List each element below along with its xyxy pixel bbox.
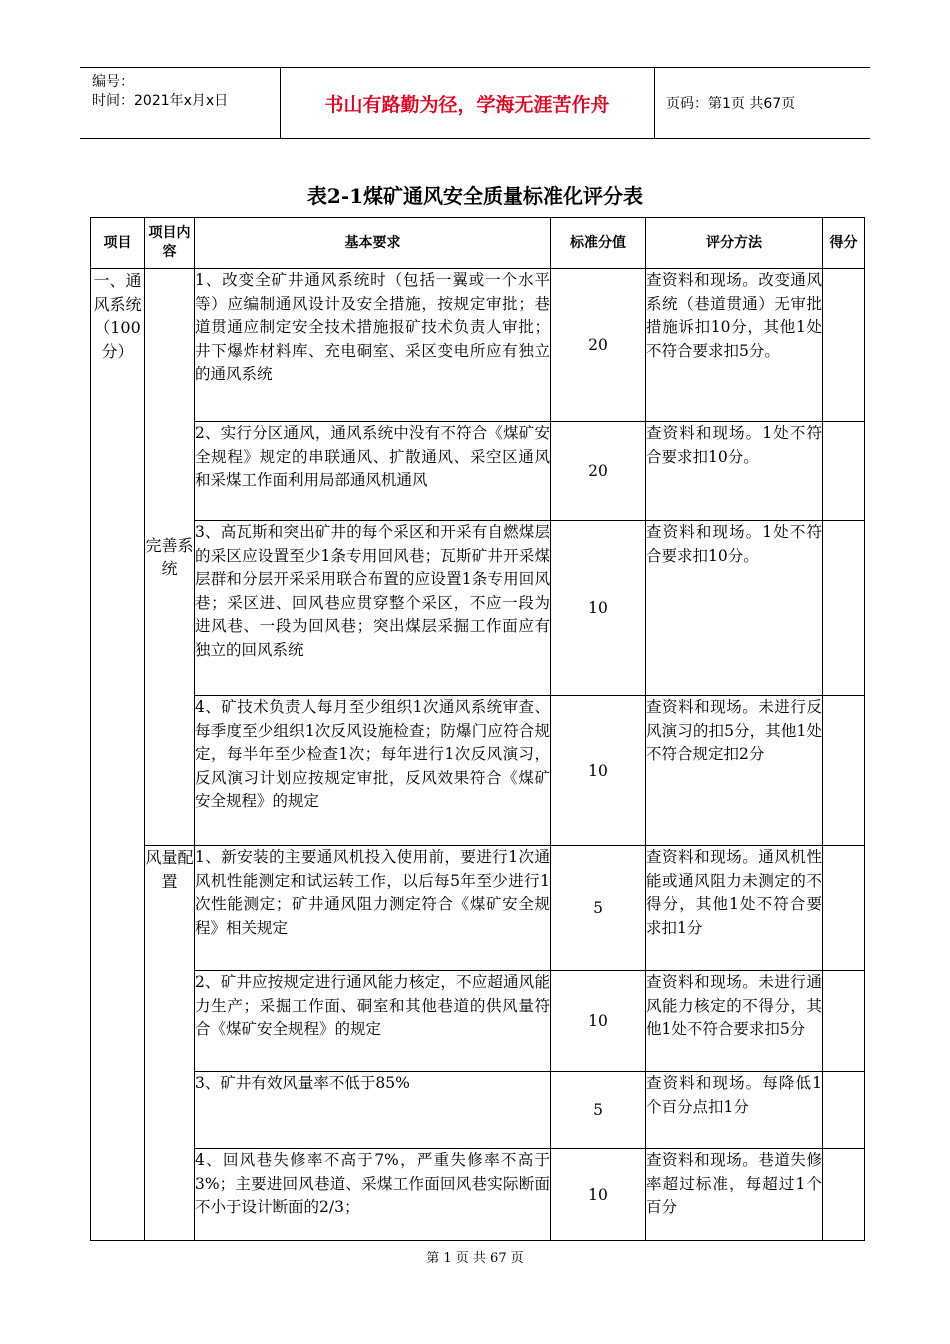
method-cell: 查资料和现场。每降低1个百分点扣1分: [646, 1072, 823, 1149]
got-cell: [823, 422, 865, 521]
group-cell-air-volume: 风量配置: [145, 846, 195, 1241]
score-cell: 5: [551, 846, 646, 971]
header-content: 项目内容: [145, 218, 195, 269]
method-cell: 查资料和现场。改变通风系统（巷道贯通）无审批措施诉扣10分，其他1处不符合要求扣5分。: [646, 269, 823, 422]
got-cell: [823, 971, 865, 1072]
method-cell: 查资料和现场。未进行通风能力核定的不得分，其他1处不符合要求扣5分: [646, 971, 823, 1072]
header-standard-score: 标准分值: [551, 218, 646, 269]
got-cell: [823, 696, 865, 846]
method-cell: 查资料和现场。未进行反风演习的扣5分，其他1处不符合规定扣2分: [646, 696, 823, 846]
requirement-cell: 1、新安装的主要通风机投入使用前，要进行1次通风机性能测定和试运转工作，以后每5年至少进行1次性能测定；矿井通风阻力测定符合《煤矿安全规程》相关规定: [195, 846, 551, 971]
requirement-cell: 4、矿技术负责人每月至少组织1次通风系统审查、每季度至少组织1次反风设施检查；防爆门应符合规定，每半年至少检查1次；每年进行1次反风演习，反风演习计划应按规定审批，反风效果符合《煤矿安全规程》的规定: [195, 696, 551, 846]
header-got: 得分: [823, 218, 865, 269]
got-cell: [823, 846, 865, 971]
scoring-table: [90, 217, 865, 1241]
got-cell: [823, 269, 865, 422]
requirement-cell: 1、改变全矿井通风系统时（包括一翼或一个水平等）应编制通风设计及安全措施，按规定审批；巷道贯通应制定安全技术措施报矿技术负责人审批；井下爆炸材料库、充电硐室、采区变电所应有独立的通风系统: [195, 269, 551, 422]
header-project: 项目: [91, 218, 145, 269]
table-row: [91, 971, 865, 1072]
header-method: 评分方法: [646, 218, 823, 269]
got-cell: [823, 1149, 865, 1241]
document-header: [80, 67, 870, 139]
table-row: [91, 846, 865, 971]
table-row: [91, 422, 865, 521]
requirement-cell: 3、高瓦斯和突出矿井的每个采区和开采有自燃煤层的采区应设置至少1条专用回风巷；瓦斯矿井开采煤层群和分层开采采用联合布置的应设置1条专用回风巷；采区进、回风巷应贯穿整个采区，不应一段为进风巷、一段为回风巷；突出煤层采掘工作面应有独立的回风系统: [195, 521, 551, 696]
date-label: 时间：2021年x月x日: [92, 93, 229, 109]
got-cell: [823, 521, 865, 696]
table-row: [91, 521, 865, 696]
score-cell: 10: [551, 1149, 646, 1241]
table-row: [91, 696, 865, 846]
table-row: [91, 269, 865, 422]
header-requirement: 基本要求: [195, 218, 551, 269]
number-label: 编号：: [92, 74, 134, 90]
requirement-cell: 2、实行分区通风，通风系统中没有不符合《煤矿安全规程》规定的串联通风、扩散通风、采空区通风和采煤工作面利用局部通风机通风: [195, 422, 551, 521]
method-cell: 查资料和现场。1处不符合要求扣10分。: [646, 521, 823, 696]
page-footer: 第 1 页 共 67 页: [426, 1251, 524, 1266]
table-row: [91, 1149, 865, 1241]
score-cell: 10: [551, 521, 646, 696]
requirement-cell: 4、回风巷失修率不高于7%，严重失修率不高于3%；主要进回风巷道、采煤工作面回风巷实际断面不小于设计断面的2/3；: [195, 1149, 551, 1241]
requirement-cell: 2、矿井应按规定进行通风能力核定，不应超通风能力生产；采掘工作面、硐室和其他巷道的供风量符合《煤矿安全规程》的规定: [195, 971, 551, 1072]
score-cell: 20: [551, 269, 646, 422]
got-cell: [823, 1072, 865, 1149]
score-cell: 10: [551, 696, 646, 846]
score-cell: 5: [551, 1072, 646, 1149]
score-cell: 20: [551, 422, 646, 521]
table-header-row: [91, 218, 865, 269]
group-cell-system: 完善系统: [145, 269, 195, 846]
method-cell: 查资料和现场。巷道失修率超过标准，每超过1个百分: [646, 1149, 823, 1241]
project-cell: 一、通风系统（100分）: [91, 269, 145, 1241]
page-title: 表2-1煤矿通风安全质量标准化评分表: [306, 184, 644, 208]
table-row: [91, 1072, 865, 1149]
method-cell: 查资料和现场。1处不符合要求扣10分。: [646, 422, 823, 521]
method-cell: 查资料和现场。通风机性能或通风阻力未测定的不得分，其他1处不符合要求扣1分: [646, 846, 823, 971]
motto: 书山有路勤为径，学海无涯苦作舟: [280, 68, 655, 138]
score-cell: 10: [551, 971, 646, 1072]
header-meta: [80, 68, 281, 138]
requirement-cell: 3、矿井有效风量率不低于85%: [195, 1072, 551, 1149]
page-info: 页码：第1页 共67页: [666, 96, 796, 112]
